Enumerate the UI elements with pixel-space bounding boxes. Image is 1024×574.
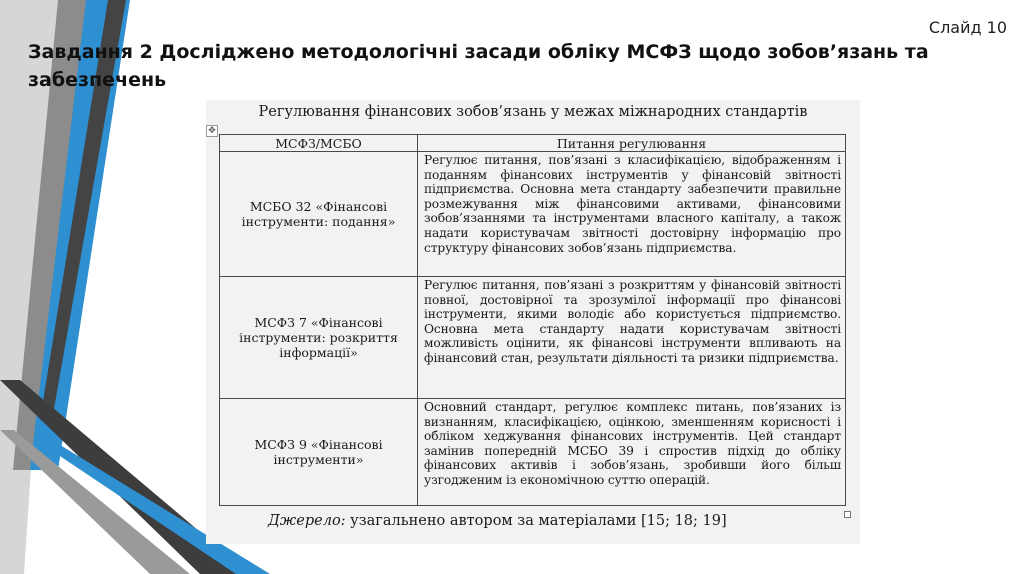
description-cell: Регулює питання, пов’язані з класифікацією, відображенням і поданням фінансових інструментів у фінансовій звітності підприємства. Основна мета стандарту забезпечити правильне розмежування між фінансовими активами, фінансовими зобов’язаннями та інструментами власного капіталу, а також надати користувачам звітності достовірну інформацію про структуру фінансових зобов’язань підприємства. [418, 152, 846, 277]
table-row [220, 277, 846, 399]
standard-cell: МСФЗ 7 «Фінансові інструменти: розкриття інформації» [220, 277, 418, 399]
resize-handle[interactable] [844, 511, 851, 518]
move-handle-icon[interactable]: ✥ [206, 125, 218, 137]
column-header-regulation: Питання регулювання [418, 135, 846, 152]
regulation-table [219, 134, 846, 506]
source-label: Джерело: [268, 513, 346, 529]
figure-caption: Регулювання фінансових зобов’язань у межах міжнародних стандартів [258, 104, 808, 120]
table-header-row [220, 135, 846, 152]
description-cell: Основний стандарт, регулює комплекс питань, пов’язаних із визнанням, класифікацією, оцінкою, зменшенням корисності і обліком хеджування фінансових інструментів. Цей стандарт замінив попередній МСБО 39 і спростив підхід до обліку фінансових активів і зобов’язань, зробивши його більш узгодженим із економічною суттю операцій. [418, 399, 846, 506]
table-row [220, 399, 846, 506]
column-header-standard: МСФЗ/МСБО [220, 135, 418, 152]
slide-number: Слайд 10 [928, 18, 1007, 37]
standard-cell: МСБО 32 «Фінансові інструменти: подання» [220, 152, 418, 277]
source-text: узагальнено автором за матеріалами [15; 18; 19] [345, 513, 727, 529]
description-cell: Регулює питання, пов’язані з розкриттям у фінансовій звітності повної, достовірної та зрозумілої інформації про фінансові інструменти, якими володіє або користується підприємство. Основна мета стандарту надати користувачам звітності можливість оцінити, як фінансові інструменти впливають на фінансовий стан, результати діяльності та ризики підприємства. [418, 277, 846, 399]
table-figure [206, 100, 860, 544]
table-row [220, 152, 846, 277]
slide-title: Завдання 2 Досліджено методологічні засади обліку МСФЗ щодо зобов’язань та забезпечень [28, 41, 929, 91]
standard-cell: МСФЗ 9 «Фінансові інструменти» [220, 399, 418, 506]
source-note [268, 513, 727, 529]
